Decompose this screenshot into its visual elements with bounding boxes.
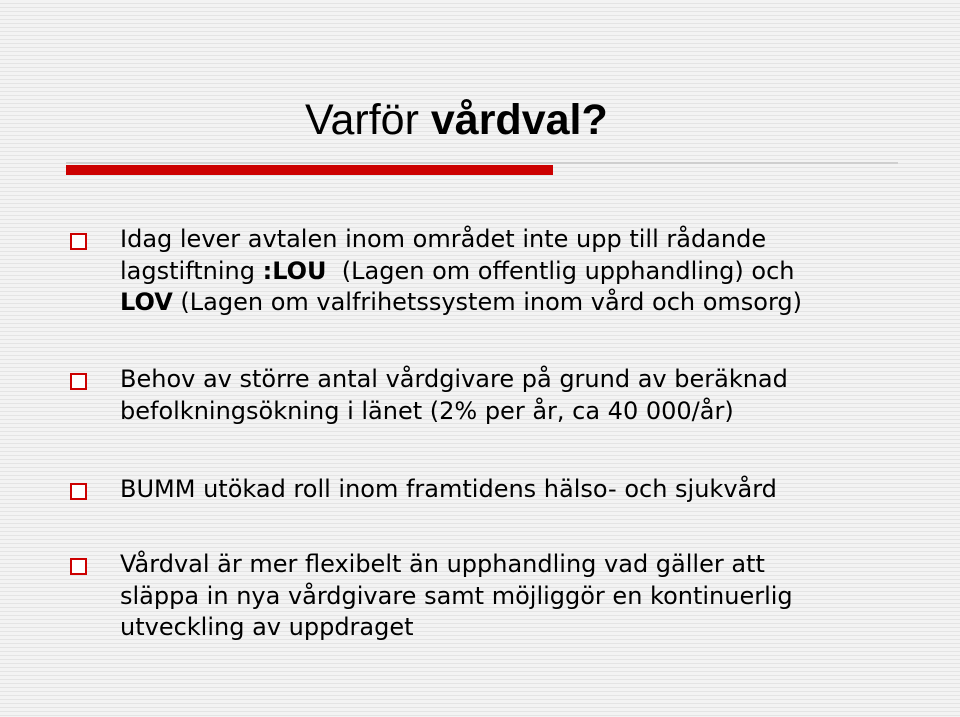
bullet-line [120, 224, 920, 256]
bullet-line [120, 612, 920, 644]
bullet-line [120, 364, 920, 396]
text-run: utveckling av uppdraget [120, 613, 414, 641]
bullet-line [120, 287, 920, 319]
slide-title [305, 92, 608, 148]
title-divider [66, 162, 898, 176]
accent-bar [66, 165, 553, 175]
text-run: BUMM utökad roll inom framtidens hälso- och sjukvård [120, 475, 777, 503]
bullet-text [120, 474, 920, 506]
text-run: (Lagen om valfrihetssystem inom vård och omsorg) [172, 288, 803, 316]
text-run: befolkningsökning i länet (2% per år, ca 40 000/år) [120, 396, 734, 425]
bullet-line [120, 474, 920, 506]
text-run: Idag lever avtalen inom området inte upp till rådande [120, 225, 767, 253]
bullet-text [120, 549, 920, 644]
title-bold: vårdval? [430, 96, 608, 144]
square-outline-icon [70, 373, 87, 390]
title-regular: Varför [305, 96, 431, 144]
bullet-line [120, 581, 920, 613]
text-run: släppa in nya vårdgivare samt möjliggör en kontinuerlig [120, 581, 793, 610]
bullet-text [120, 364, 920, 427]
bullet-line [120, 256, 920, 288]
bullet-text [120, 224, 920, 319]
text-run: (Lagen om offentlig upphandling) och [326, 256, 795, 285]
abbreviation-lov: LOV [120, 288, 173, 316]
square-outline-icon [70, 233, 87, 250]
text-run: Vårdval är mer flexibelt än upphandling vad gäller att [120, 550, 765, 578]
text-run: lagstiftning [120, 256, 263, 285]
divider-line [66, 162, 898, 164]
bullet-line [120, 396, 920, 428]
square-outline-icon [70, 558, 87, 575]
bullet-line [120, 549, 920, 581]
text-run: Behov av större antal vårdgivare på grund av beräknad [120, 365, 788, 393]
abbreviation-lou: :LOU [262, 256, 327, 285]
square-outline-icon [70, 483, 87, 500]
